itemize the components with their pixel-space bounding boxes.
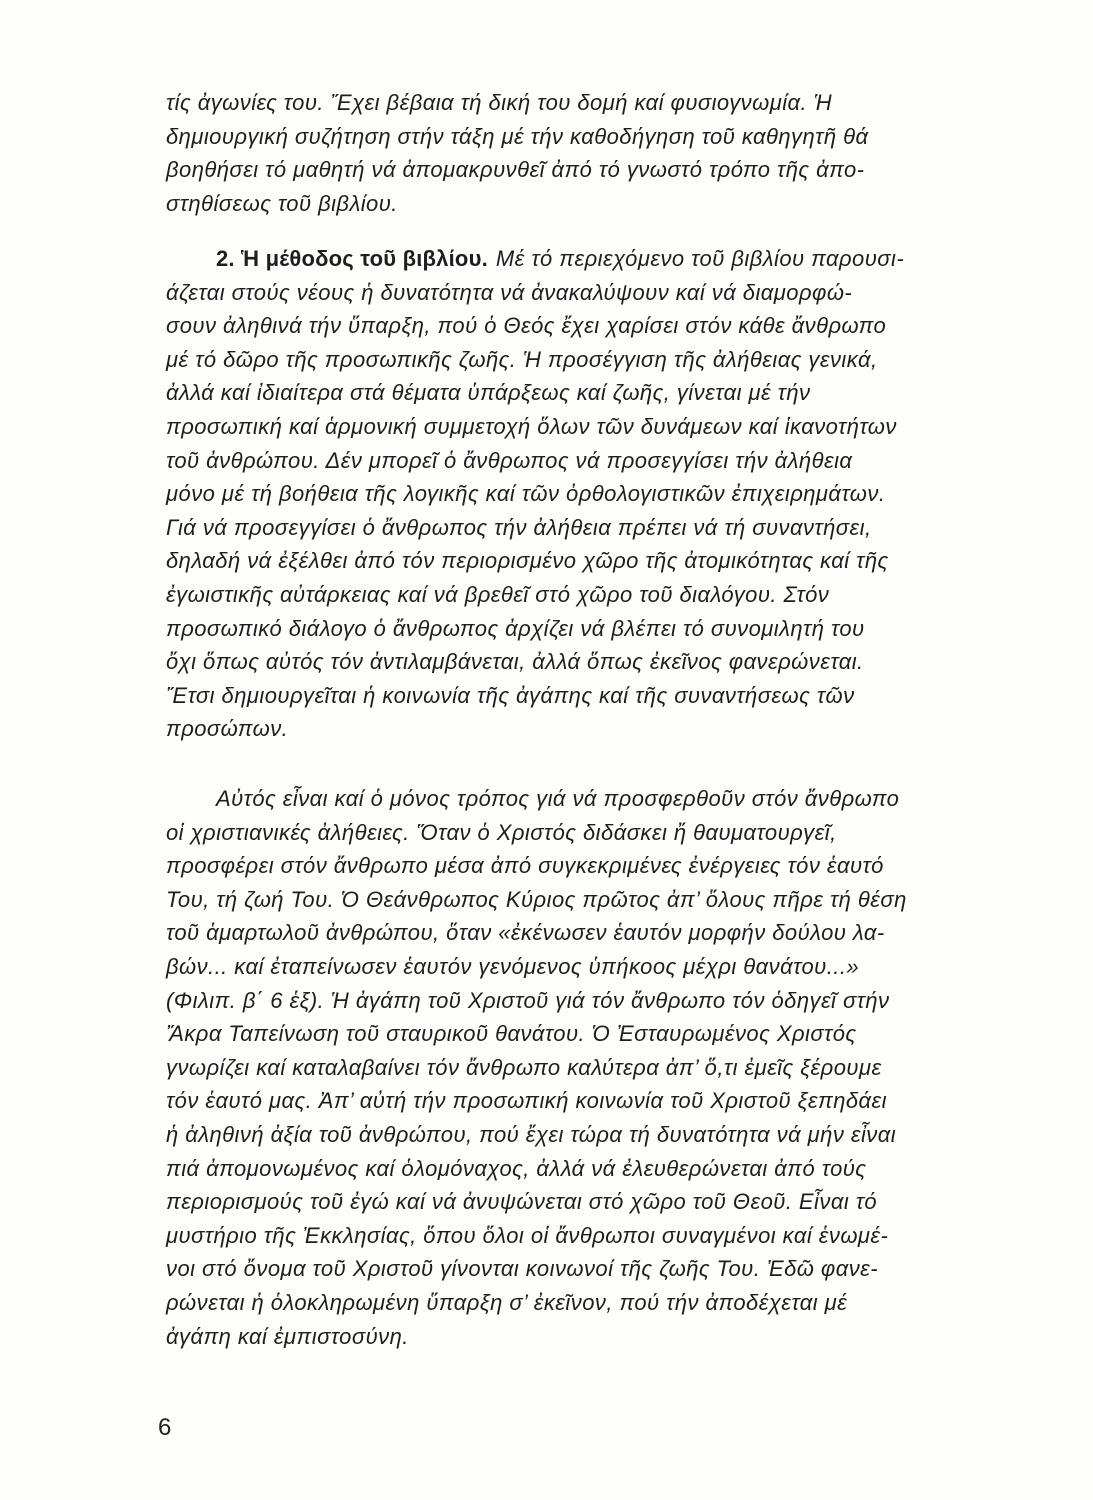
text-line: Του, τή ζωή Του. Ὁ Θεάνθρωπος Κύριος πρῶτος ἀπ’ ὅλους πῆρε τή θέση [166, 886, 907, 912]
text-line: ἐγωιστικῆς αὐτάρκειας καί νά βρεθεῖ στό χῶρο τοῦ διαλόγου. Στόν [166, 581, 830, 607]
text-line: μυστήριο τῆς Ἐκκλησίας, ὅπου ὅλοι οἱ ἄνθρωποι συναγμένοι καί ἑνωμέ- [166, 1222, 889, 1248]
text-line: δηλαδή νά ἐξέλθει ἀπό τόν περιορισμένο χῶρο τῆς ἀτομικότητας καί τῆς [166, 548, 889, 574]
text-line: Ἄκρα Ταπείνωση τοῦ σταυρικοῦ θανάτου. Ὁ Ἐσταυρωμένος Χριστός [166, 1021, 857, 1047]
text-line: μόνο μέ τή βοήθεια τῆς λογικῆς καί τῶν ὀρθολογιστικῶν ἐπιχειρημάτων. [166, 481, 886, 507]
text-line: πιά ἀπομονωμένος καί ὁλομόναχος, ἀλλά νά ἐλευθερώνεται ἀπό τούς [166, 1155, 867, 1181]
text-line: Ἔτσι δημιουργεῖται ἡ κοινωνία τῆς ἀγάπης καί τῆς συναντήσεως τῶν [166, 682, 855, 708]
section-2-first-line [166, 242, 1026, 276]
text-line: προσωπική καί ἁρμονική συμμετοχή ὅλων τῶν δυνάμεων καί ἱκανοτήτων [166, 413, 897, 439]
text-line: τόν ἑαυτό μας. Ἀπ’ αὐτή τήν προσωπική κοινωνία τοῦ Χριστοῦ ξεπηδάει [166, 1088, 887, 1114]
text-line: οἱ χριστιανικές ἀλήθειες. Ὅταν ὁ Χριστός διδάσκει ἤ θαυματουργεῖ, [166, 819, 837, 845]
page-number: 6 [158, 1414, 172, 1441]
text-line: σουν ἀληθινά τήν ὕπαρξη, πού ὁ Θεός ἔχει χαρίσει στόν κάθε ἄνθρωπο [166, 313, 887, 339]
text-line: στηθίσεως τοῦ βιβλίου. [166, 190, 398, 216]
text-line: ἡ ἀληθινή ἀξία τοῦ ἀνθρώπου, πού ἔχει τώρα τή δυνατότητα νά μήν εἶναι [166, 1121, 897, 1147]
text-line: Γιά νά προσεγγίσει ὁ ἄνθρωπος τήν ἀλήθεια πρέπει νά τή συναντήσει, [166, 514, 872, 540]
text-line: τίς ἀγωνίες του. Ἔχει βέβαια τή δική του δομή καί φυσιογνωμία. Ἡ [166, 90, 833, 115]
text-line: προσφέρει στόν ἄνθρωπο μέσα ἀπό συγκεκριμένες ἐνέργειες τόν ἑαυτό [166, 853, 884, 879]
text-line: βοηθήσει τό μαθητή νά ἀπομακρυνθεῖ ἀπό τό γνωστό τρόπο τῆς ἀπο- [166, 157, 865, 183]
text-line: περιορισμούς τοῦ ἐγώ καί νά ἀνυψώνεται στό χῶρο τοῦ Θεοῦ. Εἶναι τό [166, 1189, 878, 1215]
text-line: προσώπων. [166, 716, 289, 742]
section-2-paragraph [166, 242, 1026, 746]
text-line: άζεται στούς νέους ἡ δυνατότητα νά ἀνακαλύψουν καί νά διαμορφώ- [166, 279, 853, 305]
text-line: γνωρίζει καί καταλαβαίνει τόν ἄνθρωπο καλύτερα ἀπ’ ὅ,τι ἐμεῖς ξέρουμε [166, 1054, 882, 1080]
text-line: βών... καί ἐταπείνωσεν ἑαυτόν γενόμενος ὑπήκοος μέχρι θανάτου...» [166, 953, 860, 979]
text-line: ρώνεται ἡ ὁλοκληρωμένη ὕπαρξη σ’ ἐκεῖνον, πού τήν ἀποδέχεται μέ [166, 1289, 848, 1315]
text-line: νοι στό ὄνομα τοῦ Χριστοῦ γίνονται κοινωνοί τῆς ζωῆς Του. Ἐδῶ φανε- [166, 1256, 879, 1282]
text-line: ἀλλά καί ἰδιαίτερα στά θέματα ὑπάρξεως καί ζωῆς, γίνεται μέ τήν [166, 380, 811, 406]
text-line: (Φιλιπ. β΄ 6 ἑξ). Ἡ ἀγάπη τοῦ Χριστοῦ γιά τόν ἄνθρωπο τόν ὁδηγεῖ στήν [166, 987, 890, 1013]
text-line: μέ τό δῶρο τῆς προσωπικῆς ζωῆς. Ἡ προσέγγιση τῆς ἀλήθειας γενικά, [166, 346, 878, 372]
text-line: Αὐτός εἶναι καί ὁ μόνος τρόπος γιά νά προσφερθοῦν στόν ἄνθρωπο [216, 786, 900, 811]
text-line: ὄχι ὅπως αὐτός τόν ἀντιλαμβάνεται, ἀλλά ὅπως ἐκεῖνος φανερώνεται. [166, 649, 864, 675]
text-line: ἀγάπη καί ἐμπιστοσύνη. [166, 1323, 409, 1349]
text-line: Μέ τό περιεχόμενο τοῦ βιβλίου παρουσι- [495, 246, 905, 271]
text-line: τοῦ ἀνθρώπου. Δέν μπορεῖ ὁ ἄνθρωπος νά προσεγγίσει τήν ἀλήθεια [166, 447, 853, 473]
text-line: προσωπικό διάλογο ὁ ἄνθρωπος ἀρχίζει νά βλέπει τό συνομιλητή του [166, 615, 865, 641]
section-heading: 2. Ἡ μέθοδος τοῦ βιβλίου. [216, 246, 488, 271]
paragraph-3 [166, 782, 1026, 1353]
text-line: δημιουργική συζήτηση στήν τάξη μέ τήν καθοδήγηση τοῦ καθηγητῆ θά [166, 123, 869, 149]
text-line: τοῦ ἁμαρτωλοῦ ἀνθρώπου, ὅταν «ἐκένωσεν ἑαυτόν μορφήν δούλου λα- [166, 920, 885, 946]
top-paragraph [166, 86, 1026, 220]
